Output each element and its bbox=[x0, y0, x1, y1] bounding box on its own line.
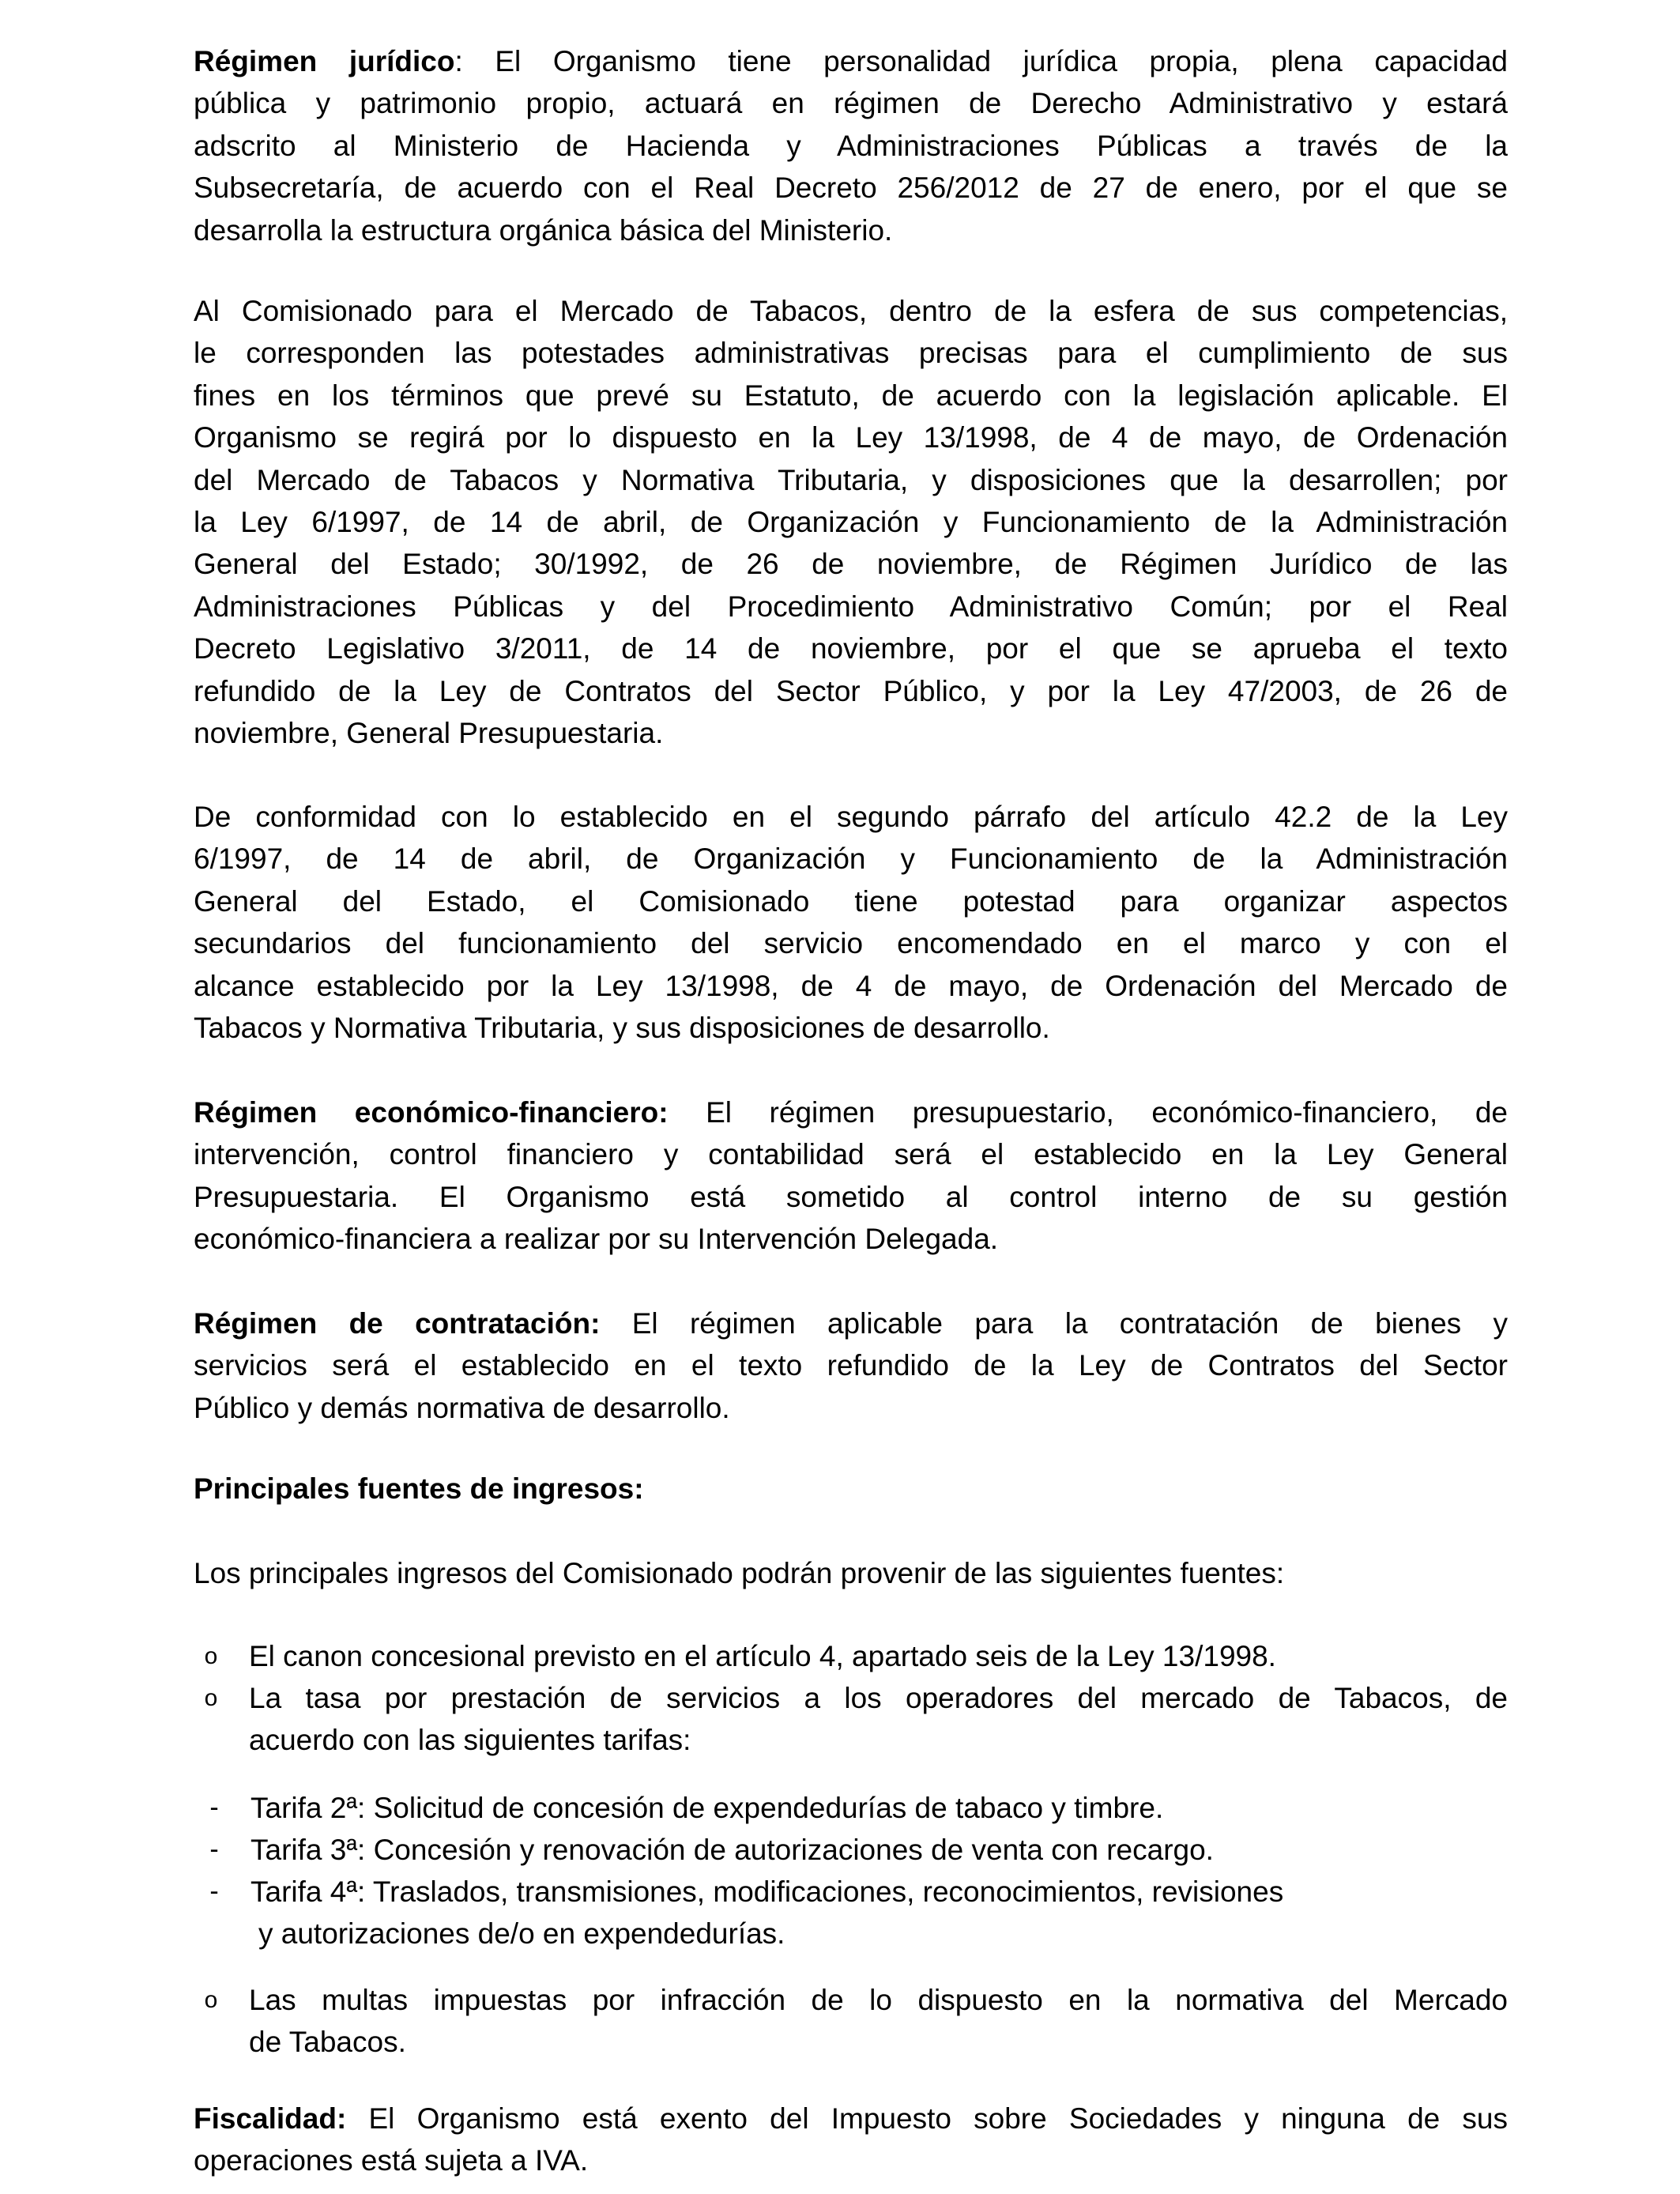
text-line: secundarios del funcionamiento del servicio encomendado en el marco y con el bbox=[194, 927, 1508, 960]
text-line: Administraciones Públicas y del Procedimiento Administrativo Común; por el Real bbox=[194, 590, 1508, 623]
text-line: servicios será el establecido en el texto refundido de la Ley de Contratos del Sector bbox=[194, 1349, 1508, 1382]
list-item-text bbox=[249, 1677, 1508, 1762]
list-item bbox=[194, 1979, 1508, 2064]
tarifa-item bbox=[194, 1829, 1508, 1872]
text-line: General del Estado, el Comisionado tiene potestad para organizar aspectos bbox=[194, 884, 1508, 918]
text-line: De conformidad con lo establecido en el segundo párrafo del artículo 42.2 de la Ley bbox=[194, 801, 1508, 833]
text-line bbox=[194, 1091, 1508, 1133]
text-line: Tabacos y Normativa Tributaria, y sus disposiciones de desarrollo. bbox=[194, 1011, 1050, 1044]
text-line: refundido de la Ley de Contratos del Sector Público, y por la Ley 47/2003, de 26 de bbox=[194, 674, 1508, 707]
text-line: Público y demás normativa de desarrollo. bbox=[194, 1391, 730, 1424]
paragraph-competencias bbox=[194, 290, 1508, 754]
text-line: de Tabacos. bbox=[249, 2026, 406, 2059]
list-item-text bbox=[250, 1829, 1508, 1871]
list-item-text bbox=[249, 1635, 1508, 1677]
tarifa-item bbox=[194, 1787, 1508, 1830]
paragraph-regimen-economico bbox=[194, 1091, 1508, 1261]
text-span: El régimen presupuestario, económico-financiero, de bbox=[668, 1096, 1508, 1129]
text-line: Tarifa 3ª: Concesión y renovación de autorizaciones de venta con recargo. bbox=[250, 1834, 1214, 1866]
section-heading: Principales fuentes de ingresos: bbox=[194, 1472, 644, 1505]
text-span: El régimen aplicable para la contratación de bienes y bbox=[600, 1307, 1509, 1340]
text-line: acuerdo con las siguientes tarifas: bbox=[249, 1724, 691, 1757]
list-item bbox=[194, 1677, 1508, 1762]
text-line: desarrolla la estructura orgánica básica del Ministerio. bbox=[194, 213, 893, 247]
text-line: económico-financiera a realizar por su Intervención Delegada. bbox=[194, 1223, 999, 1256]
text-line bbox=[194, 2098, 1508, 2139]
paragraph-fuentes-intro bbox=[194, 1552, 1508, 1594]
list-item-text bbox=[250, 1871, 1508, 1955]
text-line: General del Estado; 30/1992, de 26 de noviembre, de Régimen Jurídico de las bbox=[194, 548, 1508, 581]
text-span: El Organismo está exento del Impuesto sobre Sociedades y ninguna de sus bbox=[346, 2102, 1508, 2135]
text-line: pública y patrimonio propio, actuará en régimen de Derecho Administrativo y estará bbox=[194, 87, 1508, 120]
text-line: Tarifa 4ª: Traslados, transmisiones, modificaciones, reconocimientos, revisiones bbox=[250, 1875, 1284, 1908]
text-line: Las multas impuestas por infracción de lo dispuesto en la normativa del Mercado bbox=[249, 1984, 1508, 2016]
paragraph-regimen-juridico bbox=[194, 40, 1508, 251]
text-line: Decreto Legislativo 3/2011, de 14 de noviembre, por el que se aprueba el texto bbox=[194, 632, 1508, 665]
section-label: Régimen de contratación: bbox=[194, 1307, 601, 1340]
heading-principales-fuentes bbox=[194, 1468, 1508, 1510]
dash-bullet-icon: - bbox=[209, 1793, 219, 1823]
paragraph-fiscalidad bbox=[194, 2098, 1508, 2182]
circle-bullet-icon: o bbox=[204, 1987, 218, 2013]
text-line: operaciones está sujeta a IVA. bbox=[194, 2144, 589, 2177]
text-line: Los principales ingresos del Comisionado podrán provenir de las siguientes fuentes: bbox=[194, 1557, 1285, 1589]
text-line: y autorizaciones de/o en expendedurías. bbox=[258, 1917, 785, 1951]
text-line: la Ley 6/1997, de 14 de abril, de Organización y Funcionamiento de la Administración bbox=[194, 505, 1508, 538]
dash-bullet-icon: - bbox=[209, 1834, 219, 1864]
dash-bullet-icon: - bbox=[209, 1876, 219, 1906]
text-line bbox=[194, 40, 1508, 82]
list-item-text bbox=[250, 1787, 1508, 1829]
list-item-text bbox=[249, 1979, 1508, 2064]
text-line: noviembre, General Presupuestaria. bbox=[194, 716, 664, 749]
section-label: Régimen jurídico bbox=[194, 45, 455, 77]
section-label: Régimen económico-financiero: bbox=[194, 1096, 669, 1129]
text-line: adscrito al Ministerio de Hacienda y Administraciones Públicas a través de la bbox=[194, 129, 1508, 162]
text-line: intervención, control financiero y contabilidad será el establecido en la Ley General bbox=[194, 1138, 1508, 1171]
text-line: El canon concesional previsto en el artículo 4, apartado seis de la Ley 13/1998. bbox=[249, 1640, 1276, 1672]
paragraph-regimen-contratacion bbox=[194, 1302, 1508, 1429]
tarifa-item bbox=[194, 1871, 1508, 1956]
text-line: Organismo se regirá por lo dispuesto en la Ley 13/1998, de 4 de mayo, de Ordenación bbox=[194, 421, 1508, 454]
text-line bbox=[194, 1302, 1508, 1344]
section-label: Fiscalidad: bbox=[194, 2102, 347, 2135]
text-line: le corresponden las potestades administrativas precisas para el cumplimiento de sus bbox=[194, 337, 1508, 370]
text-line: del Mercado de Tabacos y Normativa Tributaria, y disposiciones que la desarrollen; por bbox=[194, 463, 1508, 496]
text-line: alcance establecido por la Ley 13/1998, de 4 de mayo, de Ordenación del Mercado de bbox=[194, 969, 1508, 1002]
circle-bullet-icon: o bbox=[204, 1685, 218, 1711]
text-line: Subsecretaría, de acuerdo con el Real Decreto 256/2012 de 27 de enero, por el que se bbox=[194, 172, 1508, 205]
text-line: 6/1997, de 14 de abril, de Organización y Funcionamiento de la Administración bbox=[194, 843, 1508, 876]
text-line: Presupuestaria. El Organismo está sometido al control interno de su gestión bbox=[194, 1180, 1508, 1213]
list-item bbox=[194, 1635, 1508, 1678]
paragraph-conformidad bbox=[194, 796, 1508, 1049]
text-line: La tasa por prestación de servicios a los operadores del mercado de Tabacos, de bbox=[249, 1682, 1508, 1714]
text-line: Al Comisionado para el Mercado de Tabacos, dentro de la esfera de sus competencias, bbox=[194, 295, 1508, 327]
text-span: : El Organismo tiene personalidad jurídica propia, plena capacidad bbox=[454, 45, 1509, 77]
text-line: Tarifa 2ª: Solicitud de concesión de expendedurías de tabaco y timbre. bbox=[250, 1792, 1164, 1824]
text-line: fines en los términos que prevé su Estatuto, de acuerdo con la legislación aplicable. El bbox=[194, 379, 1508, 412]
circle-bullet-icon: o bbox=[204, 1643, 218, 1669]
